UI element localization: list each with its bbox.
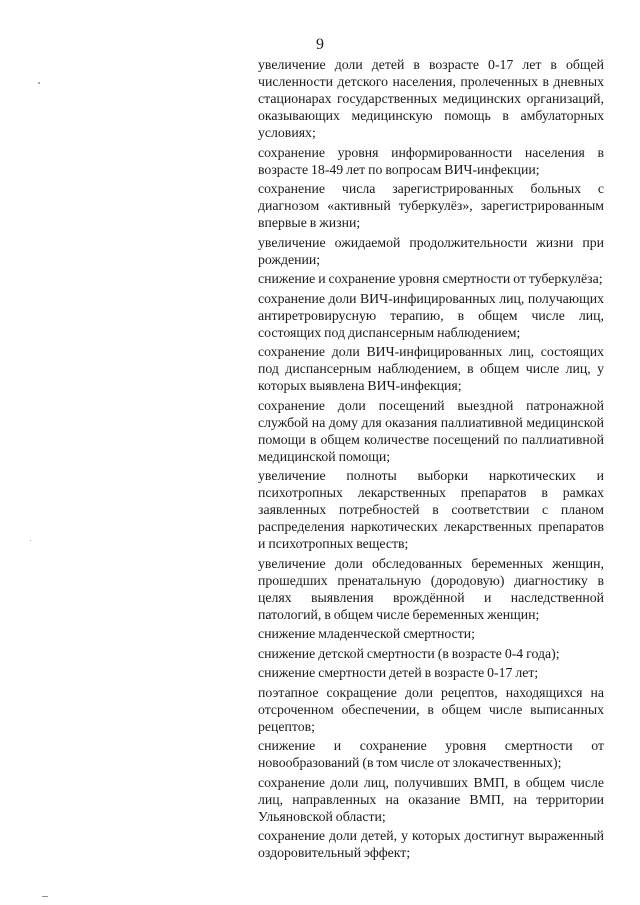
list-item: снижение и сохранение уровня смертности от туберкулёза;	[258, 271, 603, 286]
list-item: сохранение числа зарегистрированных больных с диагнозом «активный туберкулёз», зарегистрированным впервые в жизни;	[258, 181, 604, 230]
scan-speck	[38, 82, 40, 84]
scan-speck	[42, 896, 48, 897]
list-item: снижение детской смертности (в возрасте 0-4 года);	[258, 645, 560, 661]
list-item: сохранение доли посещений выездной патронажной службой на дому для оказания паллиативной медицинской помощи в общем количестве посещений по паллиативной медицинской помощи;	[258, 397, 604, 464]
list-item: увеличение ожидаемой продолжительности жизни при рождении;	[258, 234, 604, 267]
text-column	[258, 56, 604, 864]
list-item: снижение смертности детей в возрасте 0-17 лет;	[258, 665, 539, 680]
list-item: поэтапное сокращение доли рецептов, находящихся на отсроченном обеспечении, в общем числе выписанных рецептов;	[258, 684, 604, 734]
list-item: увеличение полноты выборки наркотических и психотропных лекарственных препаратов в рамках заявленных потребностей в соответствии с планом распределения наркотических лекарственных препаратов и психотропных веществ;	[258, 468, 604, 551]
scan-speck	[30, 540, 31, 541]
page-number: 9	[316, 36, 324, 53]
list-item: увеличение доли обследованных беременных женщин, прошедших пренатальную (дородовую) диагностику в целях выявления врождённой и наследственной патологий, в общем числе беременных женщин;	[258, 555, 604, 622]
list-item: снижение и сохранение уровня смертности от новообразований (в том числе от злокачественных);	[258, 738, 604, 770]
list-item: сохранение доли лиц, получивших ВМП, в общем числе лиц, направленных на оказание ВМП, на территории Ульяновской области;	[258, 774, 604, 824]
list-item: сохранение доли ВИЧ-инфицированных лиц, состоящих под диспансерным наблюдением, в общем числе лиц, у которых выявлена ВИЧ-инфекция;	[258, 344, 604, 393]
list-item: сохранение доли ВИЧ-инфицированных лиц, получающих антиретровирусную терапию, в общем числе лиц, состоящих под диспансерным наблюдением;	[258, 290, 604, 340]
list-item: сохранение доли детей, у которых достигнут выраженный оздоровительный эффект;	[258, 828, 604, 860]
list-item: сохранение уровня информированности населения в возрасте 18-49 лет по вопросам ВИЧ-инфекции;	[258, 144, 604, 177]
list-item: увеличение доли детей в возрасте 0-17 лет в общей численности детского населения, пролеченных в дневных стационарах государственных медицинских организаций, оказывающих медицинскую помощь в амбулаторных условиях;	[258, 57, 604, 140]
list-item: снижение младенческой смертности;	[258, 626, 475, 641]
